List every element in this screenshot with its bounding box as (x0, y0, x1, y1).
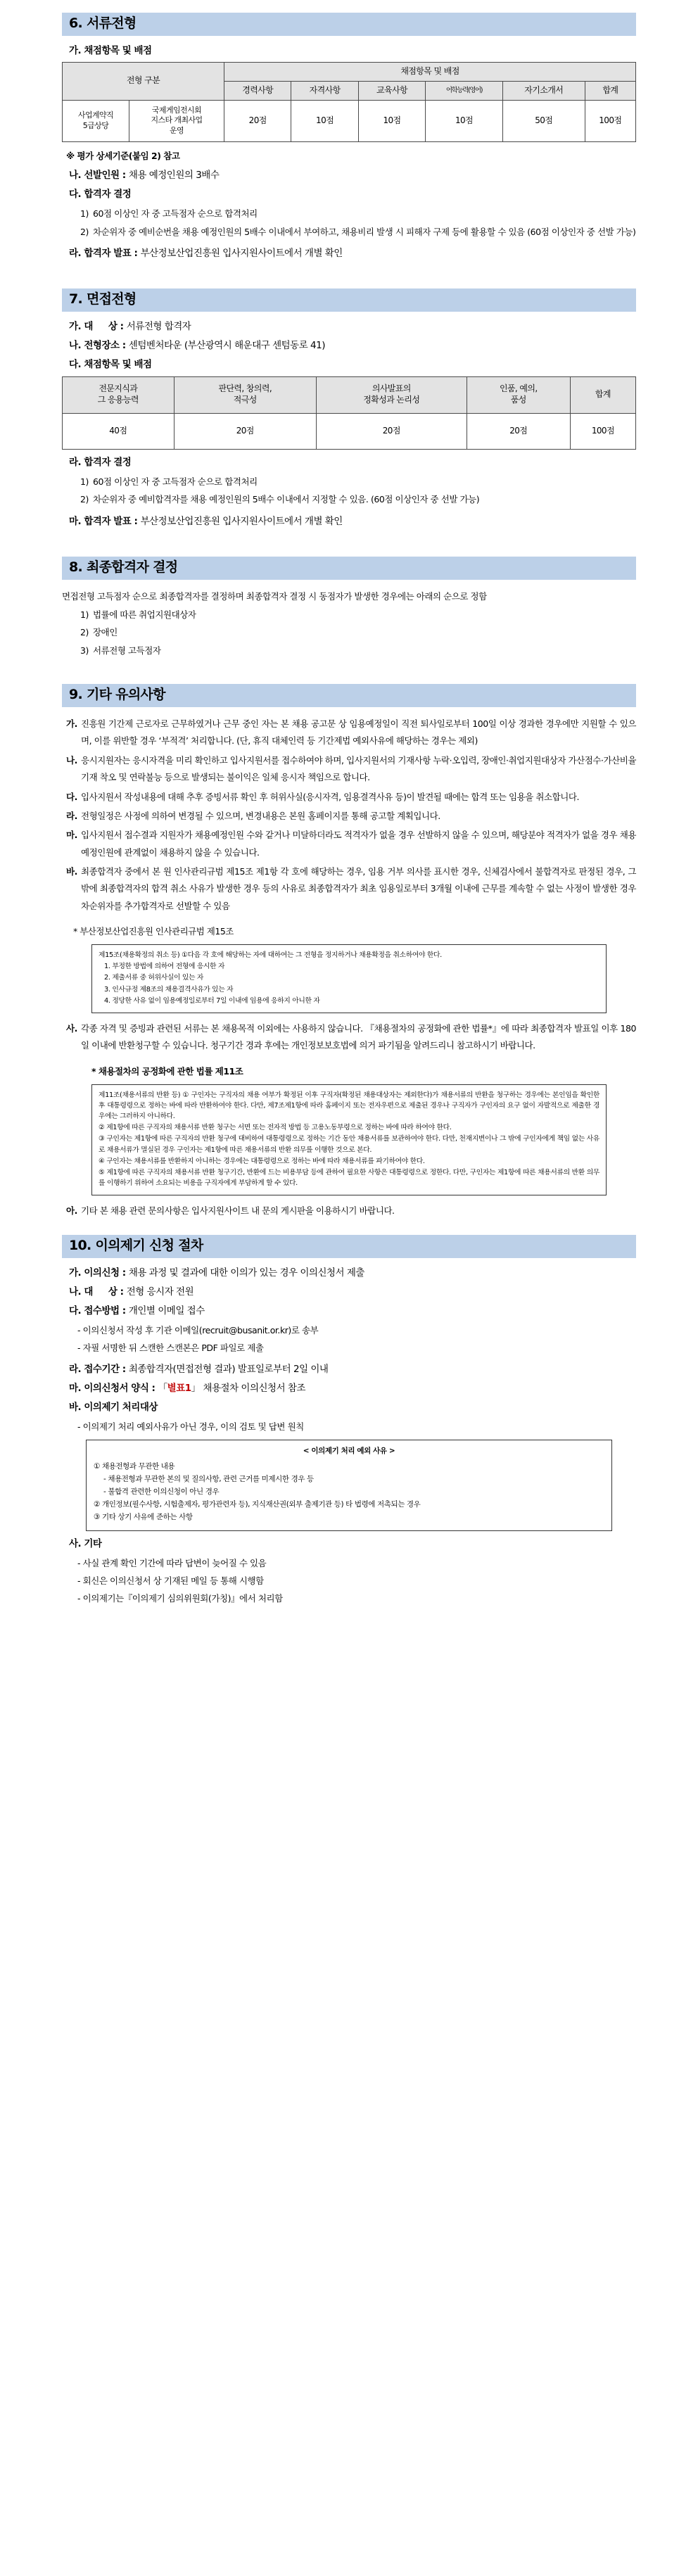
s7-d1-body: 60점 이상인 자 중 고득점자 순으로 합격처리 (92, 476, 258, 487)
s10-f-item: - 이의제기 처리 예외사유가 아닌 경우, 이의 검토 및 답변 원칙 (77, 1421, 304, 1433)
s6-col-education: 교육사항 (358, 81, 425, 100)
s8-2-body: 장애인 (92, 627, 118, 638)
s10-heading-e-label: 마. 이의신청서 양식 : (69, 1382, 156, 1394)
s10-e-bracket-close: 」 채용절차 이의신청서 참조 (191, 1382, 305, 1394)
s9-ba-body: 최종합격자 중에서 본 원 인사관리규범 제15조 제1항 각 호에 해당하는 경우, 임용 거부 의사를 표시한 경우, 신체검사에서 불합격자로 판정된 경우, 그 밖에 최종합격자의 합격 취소 사유가 발생한 경우 등의 사유로 최종합격자가 최초 임용일로부터 3개월 이내에 근무를 계속할 수 없는 사정이 발생한 경우 차순위자를 추가합격자로 선발할 수 있음 (80, 866, 636, 911)
list-item (80, 607, 636, 623)
list-item (80, 624, 636, 641)
s6-col-qualification: 자격사항 (291, 81, 358, 100)
law15-line-2: 2. 제출서류 중 허위사실이 있는 자 (104, 974, 203, 982)
s6-scoring-table (62, 62, 636, 142)
s6-heading-b-value: 채용 예정인원의 3배수 (128, 169, 220, 181)
s9-na-marker: 나. (66, 754, 77, 766)
s6-heading-b-label: 나. 선발인원 : (69, 169, 126, 181)
s10-c-item-0: - 이의신청서 작성 후 기관 이메일(recruit@busanit.or.kr)로 송부 (77, 1325, 319, 1336)
s10-heading-a-value: 채용 과정 및 결과에 대한 이의가 있는 경우 이의신청서 제출 (128, 1267, 364, 1279)
s8-1-marker: 1) (80, 609, 89, 621)
law11-line-0: 제11조(채용서류의 반환 등) ① 구인자는 구직자의 채용 여부가 확정된 이후 구직자(확정된 채용대상자는 제외한다)가 채용서류의 반환을 청구하는 경우에는 본인임을 확인한 후 대통령령으로 정하는 바에 따라 반환하여야 한다. 다만, 제7조제1항에 따라 홈페이지 또는 전자우편으로 제출된 경우나 구직자가 구인자의 요구 없이 자발적으로 제출한 경우에는 그러하지 아니하다. (99, 1091, 599, 1121)
law11-line-1: ② 제1항에 따른 구직자의 채용서류 반환 청구는 서면 또는 전자적 방법 등 고용노동부령으로 정하는 바에 따라 하여야 한다. (99, 1124, 452, 1132)
list-item (77, 1340, 636, 1357)
list-item (77, 1573, 636, 1590)
s7-heading-e-label: 마. 합격자 발표 : (69, 515, 138, 527)
s10-e-form-ref: 별표1 (167, 1382, 191, 1394)
s8-3-body: 서류전형 고득점자 (92, 645, 161, 656)
s6-heading-c: 다. 합격자 결정 (69, 188, 132, 200)
s10-exception-title: < 이의제기 처리 예외 사유 > (303, 1447, 395, 1456)
s6-heading-d-label: 라. 합격자 발표 : (69, 247, 138, 259)
spacer (62, 533, 636, 557)
s9-na-body: 응시지원자는 응시자격을 미리 확인하고 입사지원서를 접수하여야 하며, 입사지원서의 기재사항 누락·오입력, 장애인·취업지원대상자 가산점수·가산비율 기재 착오 및 연락불능 등으로 발생되는 불이익은 일체 응시자 책임으로 합니다. (80, 754, 636, 783)
s9-ga-body: 진흥원 기간제 근로자로 근무하였거나 근무 중인 자는 본 채용 공고문 상 임용예정일이 직전 퇴사일로부터 100일 이상 경과한 경우에만 지원할 수 있으며, 이를 위반할 경우 ‘부적격’ 처리합니다. (단, 휴직 대체인력 등 기간제법 예외사유에 해당하는 경우는 제외) (80, 718, 636, 747)
law15-line-0: 제15조(채용확정의 취소 등) ①다음 각 호에 해당하는 자에 대하여는 그 전형을 정지하거나 채용확정을 취소하여야 한다. (99, 951, 442, 960)
list-item (77, 1555, 636, 1572)
list-item (80, 491, 636, 508)
section-banner-7: 7. 면접전형 (62, 288, 636, 312)
s9-item-sa (66, 1020, 636, 1055)
s10-heading-b-label2: 상 : (108, 1286, 124, 1297)
s10-exception-line-2: - 불합격 관련한 이의신청이 아닌 경우 (103, 1487, 220, 1497)
s10-exception-reasons-box (86, 1440, 612, 1531)
s8-3-marker: 3) (80, 645, 89, 656)
s9-ah-body: 기타 본 채용 관련 문의사항은 입사지원사이트 내 문의 게시판을 이용하시기 바랍니다. (80, 1205, 395, 1217)
s9-ma-marker: 마. (66, 830, 77, 841)
s6-col-career: 경력사항 (224, 81, 291, 100)
list-item (80, 205, 636, 222)
s9-law15-box (91, 944, 607, 1013)
s9-ba-marker: 바. (66, 866, 77, 877)
law15-line-1: 1. 부정한 방법에 의하여 전형에 응시한 자 (104, 963, 225, 971)
list-item (80, 642, 636, 659)
s9-ga-marker: 가. (66, 718, 77, 729)
s7-heading-a-label: 가. 대 (69, 320, 93, 332)
s9-item-ga (66, 716, 636, 750)
s10-heading-c (69, 1305, 636, 1317)
s6-note: ※ 평가 상세기준(붙임 2) 참고 (66, 150, 180, 161)
s7-heading-b (69, 339, 636, 352)
s6-group-header: 채점항목 및 배점 (224, 63, 636, 82)
s10-heading-a-label: 가. 이의신청 : (69, 1267, 126, 1279)
s10-heading-d-label: 라. 접수기간 : (69, 1363, 126, 1375)
s6-heading-d (69, 247, 636, 260)
s7-d2-body: 차순위자 중 예비합격자를 채용 예정인원의 5배수 이내에서 지정할 수 있음. (60점 이상인자 중 선발 가능) (92, 494, 480, 505)
s9-item-ma (66, 827, 636, 861)
s7-d1-marker: 1) (80, 476, 89, 487)
s10-g-item-2: - 이의제기는『이의제기 심의위원회(가칭)』에서 처리함 (77, 1592, 283, 1604)
s7-val-total: 100점 (570, 413, 635, 449)
s6-val-language: 10점 (426, 100, 503, 141)
s6-col0-header: 전형 구분 (63, 63, 224, 101)
list-item (77, 1322, 636, 1339)
table-row (63, 413, 636, 449)
section-banner-8: 8. 최종합격자 결정 (62, 557, 636, 580)
s9-item-ra (66, 808, 636, 825)
s6-val-selfintro: 50점 (502, 100, 585, 141)
law11-line-3: ④ 구인자는 채용서류를 반환하지 아니하는 경우에는 대통령령으로 정하는 바에 따라 채용서류를 파기하여야 한다. (99, 1157, 425, 1165)
law15-line-3: 3. 인사규정 제8조의 채용결격사유가 있는 자 (104, 985, 234, 994)
s6-c1-body: 60점 이상인 자 중 고득점자 순으로 합격처리 (92, 208, 258, 220)
s7-heading-c: 다. 채점항목 및 배점 (69, 359, 152, 371)
section-banner-6: 6. 서류전형 (62, 13, 636, 36)
section-banner-9: 9. 기타 유의사항 (62, 684, 636, 707)
s7-scoring-table (62, 376, 636, 450)
s7-heading-e-value: 부산정보산업진흥원 입사지원사이트에서 개별 확인 (140, 515, 343, 527)
s9-item-na (66, 752, 636, 787)
s10-g-item-0: - 사실 관계 확인 기간에 따라 답변이 늦어질 수 있음 (77, 1558, 267, 1569)
s6-c2-body: 차순위자 중 예비순번을 채용 예정인원의 5배수 이내에서 부여하고, 채용비리 발생 시 피해자 구제 등에 활용할 수 있음 (60점 이상인자 중 선발 가능) (92, 226, 636, 237)
s9-sa-marker: 사. (66, 1022, 77, 1034)
law11-line-4: ⑤ 제1항에 따른 구직자의 채용서류 반환 청구기간, 반환에 드는 비용부담 등에 관하여 필요한 사항은 대통령령으로 정한다. 다만, 구인자는 제1항에 따른 채용서류의 반환 의무를 이행하기 위하여 소요되는 비용을 구직자에게 부담하게 할 수 있다. (99, 1168, 599, 1188)
s10-c-item-1: - 자필 서명한 뒤 스캔한 스캔본은 PDF 파일로 제출 (77, 1342, 264, 1353)
s7-col-expression: 의사발표의 정확성과 논리성 (316, 376, 467, 413)
s7-heading-d: 라. 합격자 결정 (69, 456, 132, 468)
s9-da-marker: 다. (66, 791, 77, 802)
s7-heading-a-value: 서류전형 합격자 (126, 320, 191, 332)
s6-val-career: 20점 (224, 100, 291, 141)
s7-val-expression: 20점 (316, 413, 467, 449)
s7-heading-a-label2: 상 : (108, 320, 124, 332)
s10-heading-g: 사. 기타 (69, 1538, 102, 1550)
s10-heading-d (69, 1363, 636, 1376)
s9-law15-caption: * 부산정보산업진흥원 인사관리규범 제15조 (73, 926, 234, 937)
s10-heading-b-value: 전형 응시자 전원 (126, 1286, 194, 1297)
s8-2-marker: 2) (80, 627, 89, 638)
s9-item-ba (66, 863, 636, 915)
s7-heading-e (69, 515, 636, 528)
s10-exception-line-4: ③ 기타 상기 사유에 준하는 사항 (94, 1513, 193, 1522)
s6-val-total: 100점 (585, 100, 635, 141)
s10-e-bracket-open: 「 (158, 1382, 167, 1394)
s9-ra-marker: 라. (66, 810, 77, 821)
s9-item-ah (66, 1203, 636, 1219)
spacer (62, 660, 636, 684)
s10-heading-b (69, 1286, 636, 1298)
s9-law11-caption: * 채용절차의 공정화에 관한 법률 제11조 (91, 1065, 243, 1077)
s7-val-character: 20점 (467, 413, 570, 449)
s9-ra-body: 전형일정은 사정에 의하여 변경될 수 있으며, 변경내용은 본원 홈페이지를 통해 공고할 계획입니다. (80, 810, 440, 821)
s6-heading-a: 가. 채점항목 및 배점 (69, 44, 152, 56)
s10-heading-e-value (158, 1383, 305, 1394)
s7-val-judgement: 20점 (174, 413, 316, 449)
s9-law11-box (91, 1084, 607, 1196)
list-item (80, 474, 636, 490)
s6-row-label1: 사업계약직 5급상당 (63, 100, 129, 141)
s7-heading-a (69, 320, 636, 333)
s8-paragraph: 면접전형 고득점자 순으로 최종합격자를 결정하며 최종합격자 결정 시 동점자가 발생한 경우에는 아래의 순으로 정함 (62, 590, 487, 602)
list-item (77, 1419, 636, 1435)
s9-ma-body: 입사지원서 접수결과 지원자가 채용예정인원 수와 같거나 미달하더라도 적격자가 없을 경우 선발하지 않을 수 있으며, 해당분야 적격자가 없을 경우 채용예정인원에 관계없이 채용하지 않을 수 있습니다. (80, 830, 636, 858)
s7-col-total: 합계 (570, 376, 635, 413)
s6-val-qualification: 10점 (291, 100, 358, 141)
s9-sa-body: 각종 자격 및 증빙과 관련된 서류는 본 채용목적 이외에는 사용하지 않습니다. 『채용절차의 공정화에 관한 법률*』에 따라 최종합격자 발표일 이후 180일 이내에 반환청구할 수 있습니다. 청구기간 경과 후에는 개인정보보호법에 의거 파기됨을 알려드리니 참고하시기 바랍니다. (80, 1022, 636, 1051)
law11-line-2: ③ 구인자는 제1항에 따른 구직자의 반환 청구에 대비하여 대통령령으로 정하는 기간 동안 채용서류를 보관하여야 한다. 다만, 천재지변이나 그 밖에 구인자에게 책임 없는 사유로 채용서류가 멸실된 경우 구인자는 제1항에 따른 채용서류의 반환 의무를 이행한 것으로 본다. (99, 1135, 599, 1154)
s8-1-body: 법률에 따른 취업지원대상자 (92, 609, 196, 621)
s6-col-selfintro: 자기소개서 (502, 81, 585, 100)
s9-item-da (66, 789, 636, 806)
s9-ah-marker: 아. (66, 1205, 77, 1217)
s7-val-knowledge: 40점 (63, 413, 174, 449)
s9-da-body: 입사지원서 작성내용에 대해 추후 증빙서류 확인 후 허위사실(응시자격, 임용결격사유 등)이 발견될 때에는 합격 또는 임용을 취소합니다. (80, 791, 580, 802)
table-row (63, 100, 636, 141)
s10-exception-line-0: ① 채용전형과 무관한 내용 (94, 1462, 175, 1471)
s10-heading-e (69, 1382, 636, 1395)
s7-heading-b-label: 나. 전형장소 : (69, 340, 126, 352)
section-banner-10: 10. 이의제기 신청 절차 (62, 1235, 636, 1258)
spacer (62, 265, 636, 288)
s6-val-education: 10점 (358, 100, 425, 141)
s6-c1-marker: 1) (80, 208, 89, 220)
s7-d2-marker: 2) (80, 494, 89, 505)
s7-col-character: 인품, 예의, 품성 (467, 376, 570, 413)
s6-row-label2: 국제게임전시회 지스타 개최사업 운영 (129, 100, 224, 141)
s10-heading-d-value: 최종합격자(면접전형 결과) 발표일로부터 2일 이내 (128, 1363, 329, 1375)
list-item (80, 224, 636, 241)
list-item (77, 1590, 636, 1607)
s10-g-item-1: - 회신은 이의신청서 상 기재된 메일 등 통해 시행함 (77, 1575, 264, 1587)
s10-heading-a (69, 1267, 636, 1279)
s6-col-language: 어학능력(영어) (426, 81, 503, 100)
s10-heading-c-label: 다. 접수방법 : (69, 1305, 126, 1316)
s10-heading-c-value: 개인별 이메일 접수 (128, 1305, 205, 1316)
s6-col-total: 합계 (585, 81, 635, 100)
s7-col-judgement: 판단력, 창의력, 적극성 (174, 376, 316, 413)
s6-heading-d-value: 부산정보산업진흥원 입사지원사이트에서 개별 확인 (140, 247, 343, 259)
s10-heading-f: 바. 이의제기 처리대상 (69, 1402, 158, 1414)
law15-line-4: 4. 정당한 사유 없이 임용예정일로부터 7일 이내에 임용에 응하지 아니한 자 (104, 996, 320, 1005)
s10-exception-line-1: - 채용전형과 무관한 본의 및 질의사항, 관련 근거를 미제시한 경우 등 (103, 1475, 314, 1484)
s10-heading-b-label: 나. 대 (69, 1286, 93, 1297)
spacer (62, 1222, 636, 1235)
s6-heading-b (69, 169, 636, 182)
s10-exception-line-3: ② 개인정보(필수사항, 시험출제자, 평가관련자 등), 지식재산권(외부 출제기관 등) 타 법령에 저촉되는 경우 (94, 1500, 421, 1509)
s7-col-knowledge: 전문지식과 그 응용능력 (63, 376, 174, 413)
s6-c2-marker: 2) (80, 226, 89, 237)
s7-heading-b-value: 센텀벤처타운 (부산광역시 해운대구 센텀동로 41) (128, 340, 325, 352)
